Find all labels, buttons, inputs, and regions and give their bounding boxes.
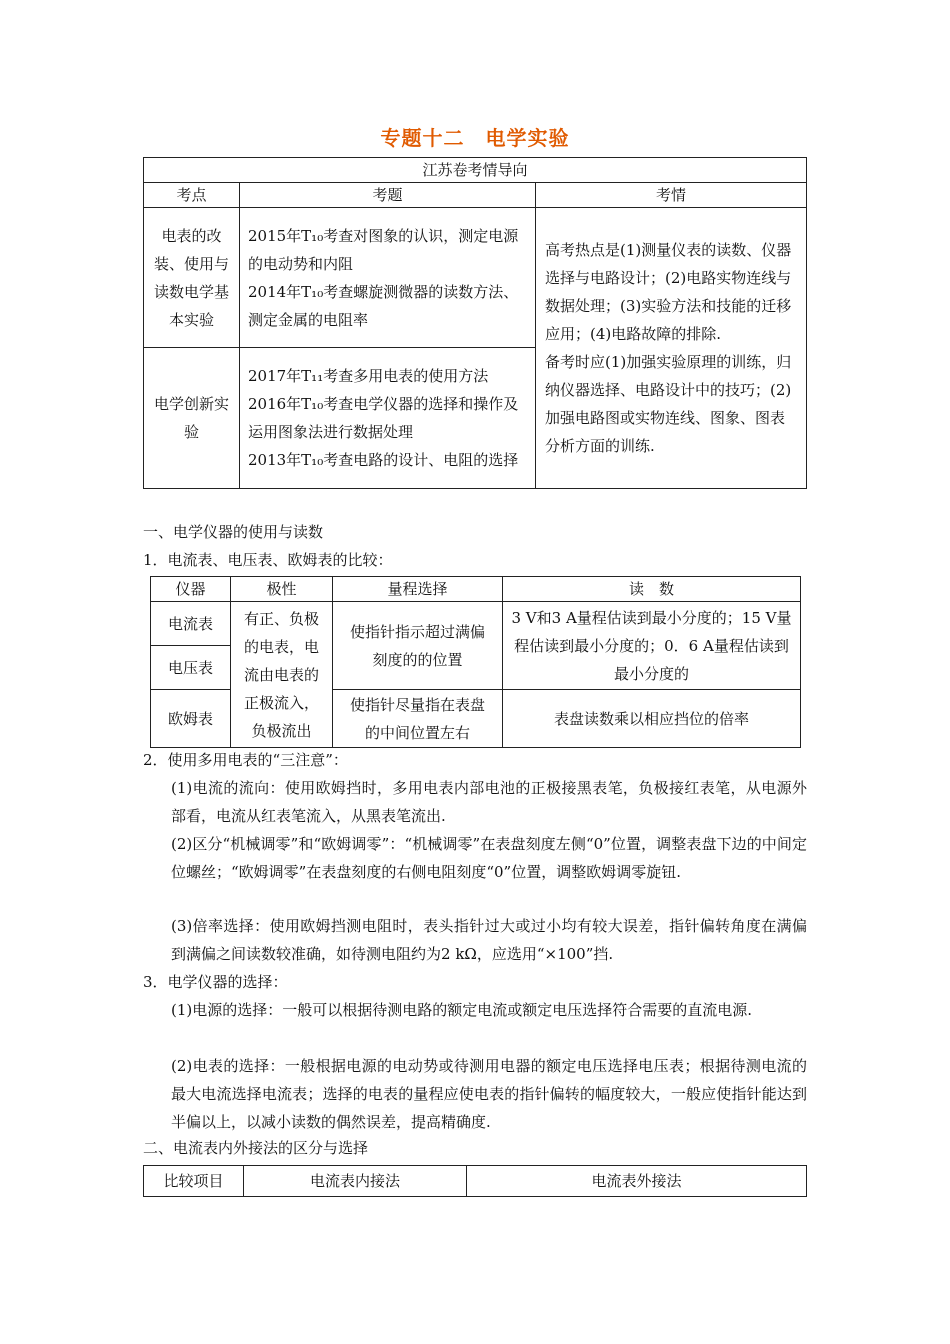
exam-situation: 高考热点是(1)测量仪表的读数、仪器选择与电路设计；(2)电路实物连线与数据处理；(3)实验方法和技能的迁移应用；(4)电路故障的排除.: [545, 241, 792, 343]
table-header: 比较项目: [144, 1166, 244, 1197]
exam-question: 2017年T₁₁考查多用电表的使用方法: [248, 367, 489, 385]
exam-question: 2015年T₁₀考查对图象的认识，测定电源的电动势和内阻: [248, 226, 519, 273]
exam-situation: 备考时应(1)加强实验原理的训练，归纳仪器选择、电路设计中的技巧；(2)加强电路图或实物连线、图象、图表分析方面的训练.: [545, 353, 792, 455]
table-header: 量程选择: [333, 577, 503, 602]
table-cell: 电学创新实验: [144, 348, 240, 489]
table-cell: 电压表: [151, 646, 231, 690]
meter-comparison-table: [150, 576, 801, 748]
list-item: 3．电学仪器的选择：: [143, 973, 288, 991]
exam-analysis-table: [143, 157, 807, 489]
section-heading: 一、电学仪器的使用与读数: [143, 523, 324, 541]
table-header: 考题: [240, 183, 536, 208]
table-cell: 3 V和3 A量程估读到最小分度的；15 V量程估读到最小分度的；0．6 A量程估读到最小分度的: [503, 602, 801, 690]
exam-question: 2013年T₁₀考查电路的设计、电阻的选择: [248, 451, 519, 469]
table-header: 极性: [231, 577, 333, 602]
table-header: 电流表外接法: [467, 1166, 807, 1197]
table-cell: 电流表: [151, 602, 231, 646]
table-cell: 欧姆表: [151, 690, 231, 748]
list-item: 1．电流表、电压表、欧姆表的比较：: [143, 551, 393, 569]
paragraph: (1)电源的选择：一般可以根据待测电路的额定电流或额定电压选择符合需要的直流电源.: [171, 1001, 753, 1019]
paragraph: (1)电流的流向：使用欧姆挡时，多用电表内部电池的正极接黑表笔，负极接红表笔，从电源外部看，电流从红表笔流入，从黑表笔流出.: [171, 779, 807, 825]
table-header: 读 数: [503, 577, 801, 602]
table-cell: 使指针尽量指在表盘的中间位置左右: [333, 690, 503, 748]
table-cell: 表盘读数乘以相应挡位的倍率: [503, 690, 801, 748]
connection-method-table: [143, 1165, 807, 1197]
table-header: 仪器: [151, 577, 231, 602]
page-title: 专题十二 电学实验: [380, 126, 570, 150]
section-heading: 二、电流表内外接法的区分与选择: [143, 1139, 369, 1157]
table-cell: [240, 208, 536, 348]
table-cell: 有正、负极的电表，电流由电表的正极流入，负极流出: [231, 602, 333, 748]
table-cell: 使指针指示超过满偏刻度的的位置: [333, 602, 503, 690]
paragraph: (2)电表的选择：一般根据电源的电动势或待测用电器的额定电压选择电压表；根据待测电流的最大电流选择电流表；选择的电表的量程应使电表的指针偏转的幅度较大，一般应使指针能达到半偏以上，以减小读数的偶然误差，提高精确度.: [171, 1057, 807, 1131]
table-cell: 电表的改装、使用与读数电学基本实验: [144, 208, 240, 348]
paragraph: (3)倍率选择：使用欧姆挡测电阻时，表头指针过大或过小均有较大误差，指针偏转角度在满偏到满偏之间读数较准确，如待测电阻约为2 kΩ，应选用“×100”挡.: [171, 917, 807, 963]
exam-question: 2016年T₁₀考查电学仪器的选择和操作及运用图象法进行数据处理: [248, 395, 519, 441]
list-item: 2．使用多用电表的“三注意”：: [143, 751, 348, 769]
table-header: 考点: [144, 183, 240, 208]
table-header: 电流表内接法: [244, 1166, 467, 1197]
table-cell: [240, 348, 536, 489]
exam-question: 2014年T₁₀考查螺旋测微器的读数方法、测定金属的电阻率: [248, 282, 519, 329]
paragraph: (2)区分“机械调零”和“欧姆调零”：“机械调零”在表盘刻度左侧“0”位置，调整表盘下边的中间定位螺丝；“欧姆调零”在表盘刻度的右侧电阻刻度“0”位置，调整欧姆调零旋钮.: [171, 835, 807, 881]
table-caption: 江苏卷考情导向: [144, 158, 807, 183]
table-cell: [536, 208, 807, 489]
table-header: 考情: [536, 183, 807, 208]
